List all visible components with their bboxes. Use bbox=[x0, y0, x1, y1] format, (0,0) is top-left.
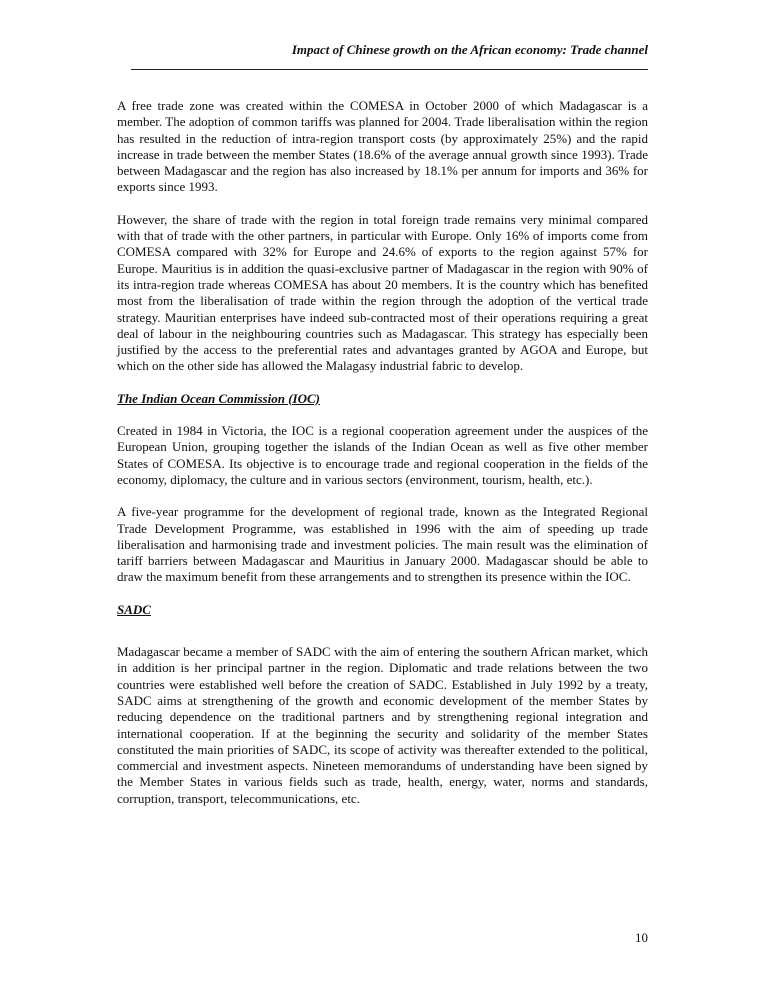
running-header: Impact of Chinese growth on the African economy: Trade channel bbox=[291, 42, 648, 57]
paragraph: However, the share of trade with the region in total foreign trade remains very minimal compared with that of trade with the other partners, in particular with Europe. Only 16% of imports come from COMESA compared with 32% for Europe and 24.6% of exports to the region against 57% for Europe. Mauritius is in addition the quasi-exclusive partner of Madagascar in the region with 90% of its intra-region trade whereas COMESA has about 20 members. It is the country which has benefited most from the liberalisation of trade within the region through the adoption of the vertical trade strategy. Mauritian enterprises have indeed sub-contracted most of their operations requiring a great deal of labour in the neighbouring countries such as Madagascar. This strategy has especially been justified by the access to the preferential rates and advantages granted by AGOA and Europe, but which on the other side has allowed the Malagasy industrial fabric to develop. bbox=[117, 211, 648, 374]
page-number: 10 bbox=[635, 930, 648, 945]
paragraph: A five-year programme for the development of regional trade, known as the Integrated Regional Trade Development Programme, was established in 1996 with the aim of speeding up trade liberalisation and harmonising trade and investment policies. The main result was the elimination of tariff barriers between Madagascar and Mauritius in January 2000. Madagascar should be able to draw the maximum benefit from these arrangements and to strengthen its presence within the IOC. bbox=[117, 504, 648, 585]
header-rule bbox=[131, 69, 648, 70]
page-body bbox=[117, 98, 648, 823]
paragraph: Created in 1984 in Victoria, the IOC is a regional cooperation agreement under the auspices of the European Union, grouping together the islands of the Indian Ocean as well as five other member States of COMESA. Its objective is to encourage trade and regional cooperation in the fields of the economy, diplomacy, the culture and in various sectors (environment, tourism, health, etc.). bbox=[117, 423, 648, 487]
section-heading-sadc: SADC bbox=[117, 601, 151, 617]
paragraph: A free trade zone was created within the COMESA in October 2000 of which Madagascar is a member. The adoption of common tariffs was planned for 2004. Trade liberalisation within the region has resulted in the reduction of intra-region transport costs (by approximately 25%) and the rapid increase in trade between the member States (18.6% of the average annual growth since 1993). Trade between Madagascar and the region has also increased by 18.1% per annum for imports and 36% for exports since 1993. bbox=[117, 98, 648, 195]
paragraph: Madagascar became a member of SADC with the aim of entering the southern African market, which in addition is her principal partner in the region. Diplomatic and trade relations between the two countries were established well before the creation of SADC. Established in July 1992 by a treaty, SADC aims at strengthening of the growth and economic development of the member States by reducing dependence on the traditional partners and by strengthening regional integration and international cooperation. If at the beginning the security and solidarity of the member States constituted the main priorities of SADC, its scope of activity was thereafter extended to the political, commercial and investment aspects. Nineteen memorandums of understanding have been signed by the Member States in various fields such as trade, health, energy, water, norms and standards, corruption, transport, telecommunications, etc. bbox=[117, 644, 648, 806]
section-heading-ioc: The Indian Ocean Commission (IOC) bbox=[117, 390, 320, 406]
